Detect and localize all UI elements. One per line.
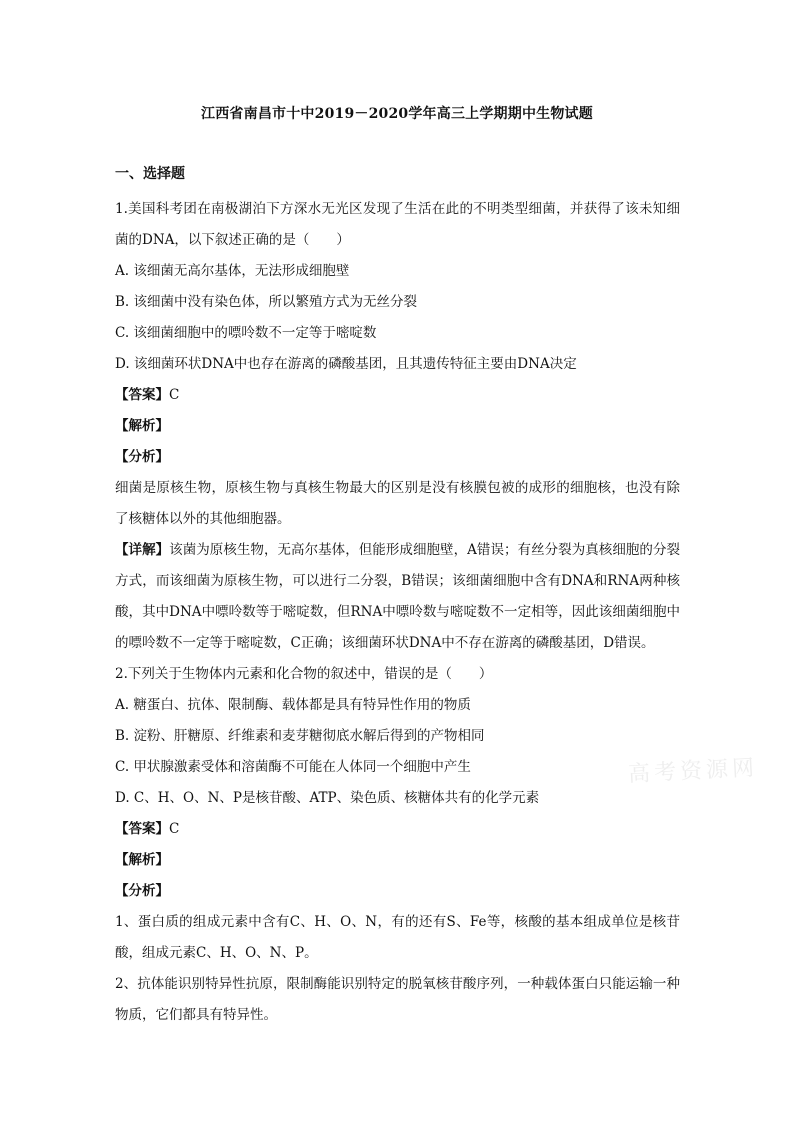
question-2-option-d: D. C、H、O、N、P是核苷酸、ATP、染色质、核糖体共有的化学元素 [115, 790, 540, 806]
section-heading: 一、选择题 [115, 166, 185, 182]
question-1-jiexi-label: 【解析】 [115, 418, 169, 434]
detail-label: 【详解】 [115, 542, 170, 558]
watermark: 高考资源网 [627, 755, 759, 788]
document-body [115, 160, 680, 1031]
question-2-point-2: 2、抗体能识别特异性抗原，限制酶能识别特定的脱氧核苷酸序列，一种载体蛋白只能运输一种物质，它们都具有特异性。 [115, 976, 680, 1023]
question-1-option-b: B. 该细菌中没有染色体，所以繁殖方式为无丝分裂 [115, 294, 418, 310]
question-1-stem: 1.美国科考团在南极湖泊下方深水无光区发现了生活在此的不明类型细菌，并获得了该未知细菌的DNA，以下叙述正确的是（ ） [115, 201, 680, 248]
question-1-option-c: C. 该细菌细胞中的嘌呤数不一定等于嘧啶数 [115, 325, 377, 341]
question-2-jiexi-label: 【解析】 [115, 852, 169, 868]
question-2-fenxi-label: 【分析】 [115, 883, 169, 899]
detail-text: 该菌为原核生物，无高尔基体，但能形成细胞壁，A错误；有丝分裂为真核细胞的分裂方式，而该细菌为原核生物，可以进行二分裂，B错误；该细菌细胞中含有DNA和RNA两种核酸，其中DNA中嘌呤数等于嘧啶数，但RNA中嘌呤数与嘧啶数不一定相等，因此该细菌细胞中的嘌呤数不一定等于嘧啶数，C正确；该细菌环状DNA中不存在游离的磷酸基团，D错误。 [115, 542, 680, 651]
question-2-option-c: C. 甲状腺激素受体和溶菌酶不可能在人体同一个细胞中产生 [115, 759, 471, 775]
answer-label: 【答案】 [115, 387, 169, 403]
question-1-detail [115, 535, 680, 659]
question-1-fenxi-label: 【分析】 [115, 449, 169, 465]
question-1-answer [115, 380, 680, 411]
question-2-answer [115, 814, 680, 845]
answer-value: C [169, 387, 180, 403]
question-1-analysis: 细菌是原核生物，原核生物与真核生物最大的区别是没有核膜包被的成形的细胞核，也没有除了核糖体以外的其他细胞器。 [115, 480, 680, 527]
question-2-point-1: 1、蛋白质的组成元素中含有C、H、O、N，有的还有S、Fe等，核酸的基本组成单位是核苷酸，组成元素C、H、O、N、P。 [115, 914, 680, 961]
answer-label: 【答案】 [115, 821, 169, 837]
page-title: 江西省南昌市十中2019－2020学年高三上学期期中生物试题 [201, 106, 593, 122]
answer-value: C [169, 821, 180, 837]
question-2-stem: 2.下列关于生物体内元素和化合物的叙述中，错误的是（ ） [115, 666, 493, 682]
question-1-option-a: A. 该细菌无高尔基体，无法形成细胞壁 [115, 263, 350, 279]
question-2-option-b: B. 淀粉、肝糖原、纤维素和麦芽糖彻底水解后得到的产物相同 [115, 728, 485, 744]
question-2-option-a: A. 糖蛋白、抗体、限制酶、载体都是具有特异性作用的物质 [115, 697, 471, 713]
question-1-option-d: D. 该细菌环状DNA中也存在游离的磷酸基团，且其遗传特征主要由DNA决定 [115, 356, 577, 372]
